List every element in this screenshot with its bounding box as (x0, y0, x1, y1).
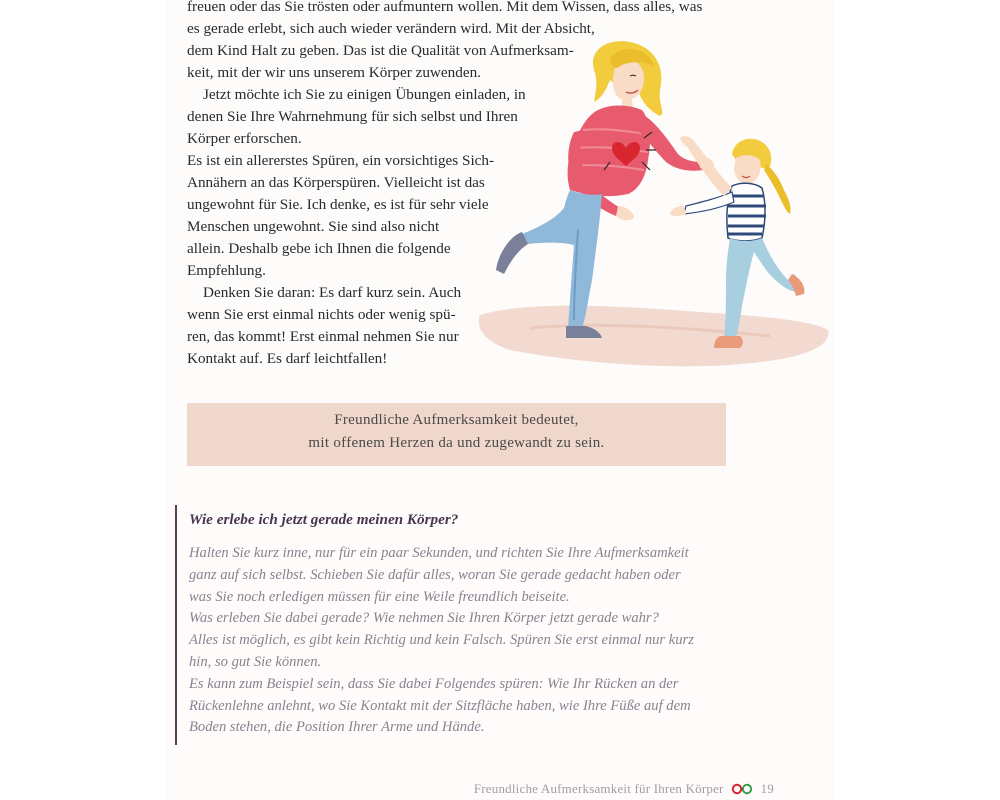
body-line: ungewohnt für Sie. Ich denke, es ist für sehr viele (187, 196, 489, 213)
body-line: keit, mit der wir uns unserem Körper zuwenden. (187, 64, 481, 81)
body-line: Annähern an das Körperspüren. Vielleicht ist das (187, 174, 485, 191)
body-line: Empfehlung. (187, 262, 266, 279)
highlight-line: mit offenem Herzen da und zugewandt zu sein. (308, 435, 605, 451)
body-line: allein. Deshalb gebe ich Ihnen die folgende (187, 240, 451, 257)
page-footer (474, 781, 774, 797)
running-title: Freundliche Aufmerksamkeit für Ihren Körper (473, 781, 724, 796)
exercise-line: hin, so gut Sie können. (189, 653, 322, 670)
exercise-line: ganz auf sich selbst. Schieben Sie dafür alles, woran Sie gerade gedacht haben oder (189, 566, 681, 583)
body-line: Jetzt möchte ich Sie zu einigen Übungen einladen, in (203, 86, 526, 103)
exercise-line: Halten Sie kurz inne, nur für ein paar Sekunden, und richten Sie Ihre Aufmerksamkeit (189, 545, 689, 561)
exercise-body (189, 543, 694, 739)
body-line: Denken Sie daran: Es darf kurz sein. Auch (203, 284, 462, 301)
exercise-line: Was erleben Sie dabei gerade? Wie nehmen Sie Ihren Körper jetzt gerade wahr? (189, 610, 659, 627)
exercise-line: Boden stehen, die Position Ihrer Arme und Hände. (189, 719, 485, 736)
body-line: freuen oder das Sie trösten oder aufmuntern wollen. Mit dem Wissen, dass alles, was (187, 0, 703, 15)
highlight-box (187, 403, 726, 466)
body-line: Kontakt auf. Es darf leichtfallen! (187, 350, 388, 367)
exercise-box (175, 505, 737, 745)
body-line: es gerade erlebt, sich auch wieder verändern wird. Mit der Absicht, (187, 20, 595, 37)
highlight-line: Freundliche Aufmerksamkeit bedeutet, (334, 412, 579, 428)
exercise-title: Wie erlebe ich jetzt gerade meinen Körper? (189, 511, 459, 528)
glasses-icon (731, 783, 753, 795)
page-number: 19 (760, 781, 774, 796)
exercise-line: Alles ist möglich, es gibt kein Richtig und kein Falsch. Spüren Sie erst einmal nur kurz (189, 632, 694, 649)
body-line: ren, das kommt! Erst einmal nehmen Sie nur (187, 328, 459, 345)
body-line: Es ist ein allererstes Spüren, ein vorsichtiges Sich- (187, 152, 495, 169)
exercise-line: Es kann zum Beispiel sein, dass Sie dabei Folgendes spüren: Wie Ihr Rücken an der (189, 675, 679, 692)
body-line: dem Kind Halt zu geben. Das ist die Qualität von Aufmerksam- (187, 42, 574, 59)
body-line: denen Sie Ihre Wahrnehmung für sich selbst und Ihren (187, 108, 518, 125)
body-line: wenn Sie erst einmal nichts oder wenig spü- (187, 306, 456, 323)
body-line: Körper erforschen. (187, 130, 302, 147)
body-line: Menschen ungewohnt. Sie sind also nicht (187, 218, 440, 235)
exercise-line: was Sie noch erledigen müssen für eine Weile freundlich beiseite. (189, 588, 570, 605)
exercise-line: Rückenlehne anlehnt, wo Sie Kontakt mit der Sitzfläche haben, wie Ihre Füße auf dem (189, 697, 691, 714)
mother-and-child-illustration (470, 30, 840, 375)
